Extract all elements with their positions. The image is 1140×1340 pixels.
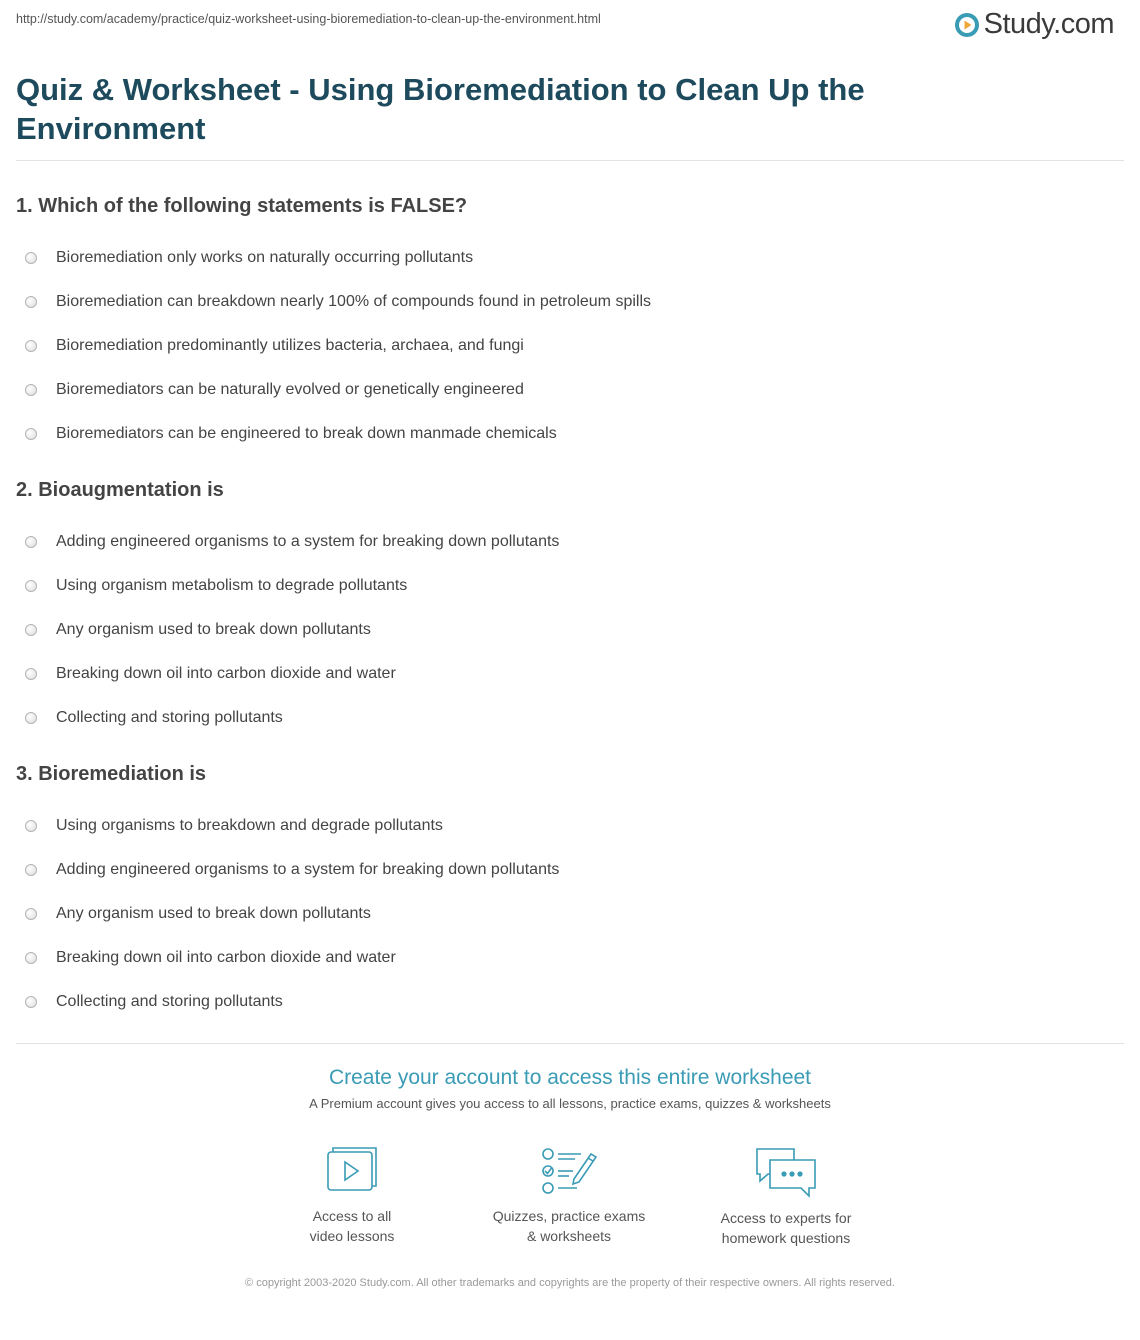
copyright-footer: © copyright 2003-2020 Study.com. All other trademarks and copyrights are the property of their respective owners. All rights reserved. bbox=[245, 1277, 895, 1289]
radio-button[interactable] bbox=[25, 580, 37, 592]
page-title: Quiz & Worksheet - Using Bioremediation to Clean Up the Environment bbox=[16, 72, 865, 146]
radio-button[interactable] bbox=[25, 428, 37, 440]
answer-label: Bioremediators can be naturally evolved or genetically engineered bbox=[56, 381, 524, 398]
answer-option[interactable] bbox=[16, 936, 1116, 980]
answer-option[interactable] bbox=[16, 652, 1116, 696]
radio-button[interactable] bbox=[25, 820, 37, 832]
answer-option[interactable] bbox=[16, 368, 1116, 412]
question-1 bbox=[16, 193, 1116, 456]
feature-label bbox=[252, 1206, 452, 1246]
radio-button[interactable] bbox=[25, 908, 37, 920]
answer-label: Bioremediation only works on naturally occurring pollutants bbox=[56, 249, 474, 266]
question-2 bbox=[16, 477, 1116, 740]
radio-button[interactable] bbox=[25, 864, 37, 876]
radio-button[interactable] bbox=[25, 712, 37, 724]
feature-label bbox=[469, 1206, 669, 1246]
answer-label: Bioremediation predominantly utilizes bacteria, archaea, and fungi bbox=[56, 337, 524, 354]
radio-button[interactable] bbox=[25, 624, 37, 636]
answer-label: Adding engineered organisms to a system for breaking down pollutants bbox=[56, 861, 560, 878]
study-logo[interactable] bbox=[954, 8, 1114, 41]
answer-option[interactable] bbox=[16, 980, 1116, 1024]
title-divider bbox=[16, 160, 1124, 161]
answer-option[interactable] bbox=[16, 324, 1116, 368]
answer-option[interactable] bbox=[16, 804, 1116, 848]
answer-label: Bioremediators can be engineered to break down manmade chemicals bbox=[56, 425, 557, 442]
answer-label: Adding engineered organisms to a system for breaking down pollutants bbox=[56, 533, 560, 550]
answer-label: Using organisms to breakdown and degrade pollutants bbox=[56, 817, 443, 834]
feature-line: video lessons bbox=[309, 1228, 395, 1244]
question-title: 2. Bioaugmentation is bbox=[16, 479, 224, 501]
question-title: 3. Bioremediation is bbox=[16, 763, 207, 785]
answer-label: Collecting and storing pollutants bbox=[56, 993, 283, 1010]
answer-label: Collecting and storing pollutants bbox=[56, 709, 283, 726]
answer-option[interactable] bbox=[16, 564, 1116, 608]
feature-label bbox=[686, 1208, 886, 1248]
answer-label: Bioremediation can breakdown nearly 100% of compounds found in petroleum spills bbox=[56, 293, 652, 310]
feature-video-lessons bbox=[252, 1146, 452, 1246]
feature-quizzes bbox=[469, 1146, 669, 1246]
feature-line: Quizzes, practice exams bbox=[492, 1208, 646, 1224]
play-logo-icon bbox=[954, 12, 980, 38]
answer-option[interactable] bbox=[16, 280, 1116, 324]
feature-line: Access to all bbox=[312, 1208, 392, 1224]
page-url: http://study.com/academy/practice/quiz-worksheet-using-bioremediation-to-clean-up-the-environment.html bbox=[16, 12, 601, 26]
radio-button[interactable] bbox=[25, 536, 37, 548]
feature-experts bbox=[686, 1146, 886, 1248]
feature-line: homework questions bbox=[721, 1230, 851, 1246]
cta-divider bbox=[16, 1043, 1124, 1044]
answer-option[interactable] bbox=[16, 412, 1116, 456]
quiz-checklist-icon bbox=[539, 1146, 599, 1196]
radio-button[interactable] bbox=[25, 952, 37, 964]
radio-button[interactable] bbox=[25, 996, 37, 1008]
signup-cta bbox=[0, 1066, 1140, 1111]
answer-option[interactable] bbox=[16, 848, 1116, 892]
question-3 bbox=[16, 761, 1116, 1024]
logo-text: Study.com bbox=[983, 8, 1114, 40]
answer-label: Any organism used to break down pollutants bbox=[56, 905, 371, 922]
radio-button[interactable] bbox=[25, 668, 37, 680]
answer-option[interactable] bbox=[16, 696, 1116, 740]
answer-options bbox=[16, 520, 1116, 740]
radio-button[interactable] bbox=[25, 340, 37, 352]
answer-option[interactable] bbox=[16, 236, 1116, 280]
answer-option[interactable] bbox=[16, 520, 1116, 564]
answer-options bbox=[16, 236, 1116, 456]
radio-button[interactable] bbox=[25, 252, 37, 264]
question-title: 1. Which of the following statements is FALSE? bbox=[16, 195, 468, 217]
answer-label: Breaking down oil into carbon dioxide and water bbox=[56, 665, 396, 682]
feature-line: Access to experts for bbox=[720, 1210, 852, 1226]
radio-button[interactable] bbox=[25, 384, 37, 396]
chat-bubbles-icon bbox=[754, 1146, 818, 1198]
cta-title-link[interactable]: Create your account to access this entire worksheet bbox=[328, 1066, 812, 1089]
answer-label: Using organism metabolism to degrade pollutants bbox=[56, 577, 408, 594]
answer-options bbox=[16, 804, 1116, 1024]
answer-label: Any organism used to break down pollutants bbox=[56, 621, 371, 638]
video-lessons-icon bbox=[325, 1146, 379, 1196]
answer-option[interactable] bbox=[16, 892, 1116, 936]
radio-button[interactable] bbox=[25, 296, 37, 308]
answer-option[interactable] bbox=[16, 608, 1116, 652]
answer-label: Breaking down oil into carbon dioxide and water bbox=[56, 949, 396, 966]
feature-line: & worksheets bbox=[526, 1228, 612, 1244]
cta-subtitle: A Premium account gives you access to all lessons, practice exams, quizzes & worksheets bbox=[309, 1096, 831, 1111]
